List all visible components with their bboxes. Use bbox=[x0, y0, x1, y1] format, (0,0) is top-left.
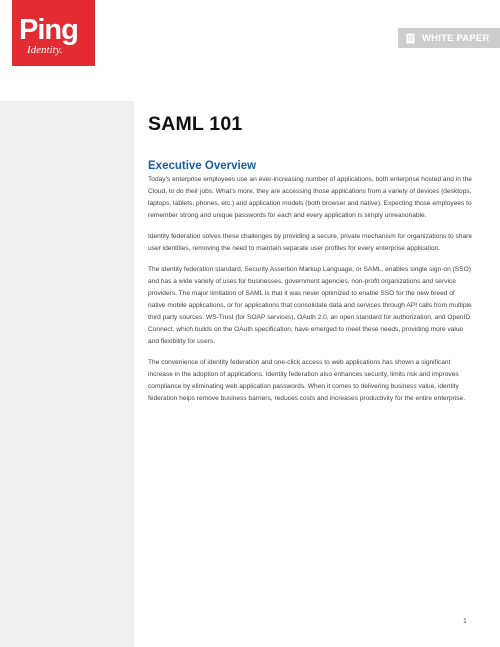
document-title: SAML 101 bbox=[148, 113, 243, 135]
ping-identity-logo bbox=[12, 0, 95, 66]
paragraph: The convenience of identity federation and one-click access to web applications has shown a significant increase in the adoption of applications. Identity federation also enhances security, limits risk and improves compliance by eliminating web application passwords. When it comes to delivering business value, identity federation helps remove business barriers, reduces costs and increases productivity for the entire enterprise. bbox=[148, 359, 466, 402]
document-icon bbox=[406, 33, 415, 44]
white-paper-badge bbox=[398, 28, 500, 48]
left-sidebar-band bbox=[0, 101, 134, 647]
paragraph: The identity federation standard, Security Assertion Markup Language, or SAML, enables single sign-on (SSO) and has a wide variety of uses for businesses, government agencies, non-profit organizations and service providers. The major limitation of SAML is that it was never optimized to enable SSO for the new breed of native mobile applications, or for applications that consolidate data and services through API calls from multiple third party sources. WS-Trust (for SOAP services), OAuth 2.0, an open standard for authorization, and OpenID Connect, which builds on the OAuth specification, have emerged to meet these needs, providing more value and flexibility for users. bbox=[148, 266, 472, 345]
section-heading: Executive Overview bbox=[148, 160, 257, 172]
page-number: 1 bbox=[463, 618, 467, 625]
logo-subtext: Identity. bbox=[27, 44, 63, 56]
main-content bbox=[148, 112, 473, 414]
paragraph: Today’s enterprise employees use an ever-increasing number of applications, both enterprise hosted and in the Cloud, to do their jobs. What’s more, they are accessing those applications from a variety of devices (desktops, laptops, tablets, phones, etc.) and application models (both browser and native). Expecting those employees to remember strong and unique passwords for each and every application is simply unreasonable. bbox=[148, 176, 472, 219]
logo-wordmark: Ping bbox=[19, 14, 78, 46]
badge-label: WHITE PAPER bbox=[422, 32, 490, 44]
paragraph: Identity federation solves these challenges by providing a secure, private mechanism for organizations to share user identities, removing the need to maintain separate user profiles for every enterprise application. bbox=[148, 233, 473, 252]
